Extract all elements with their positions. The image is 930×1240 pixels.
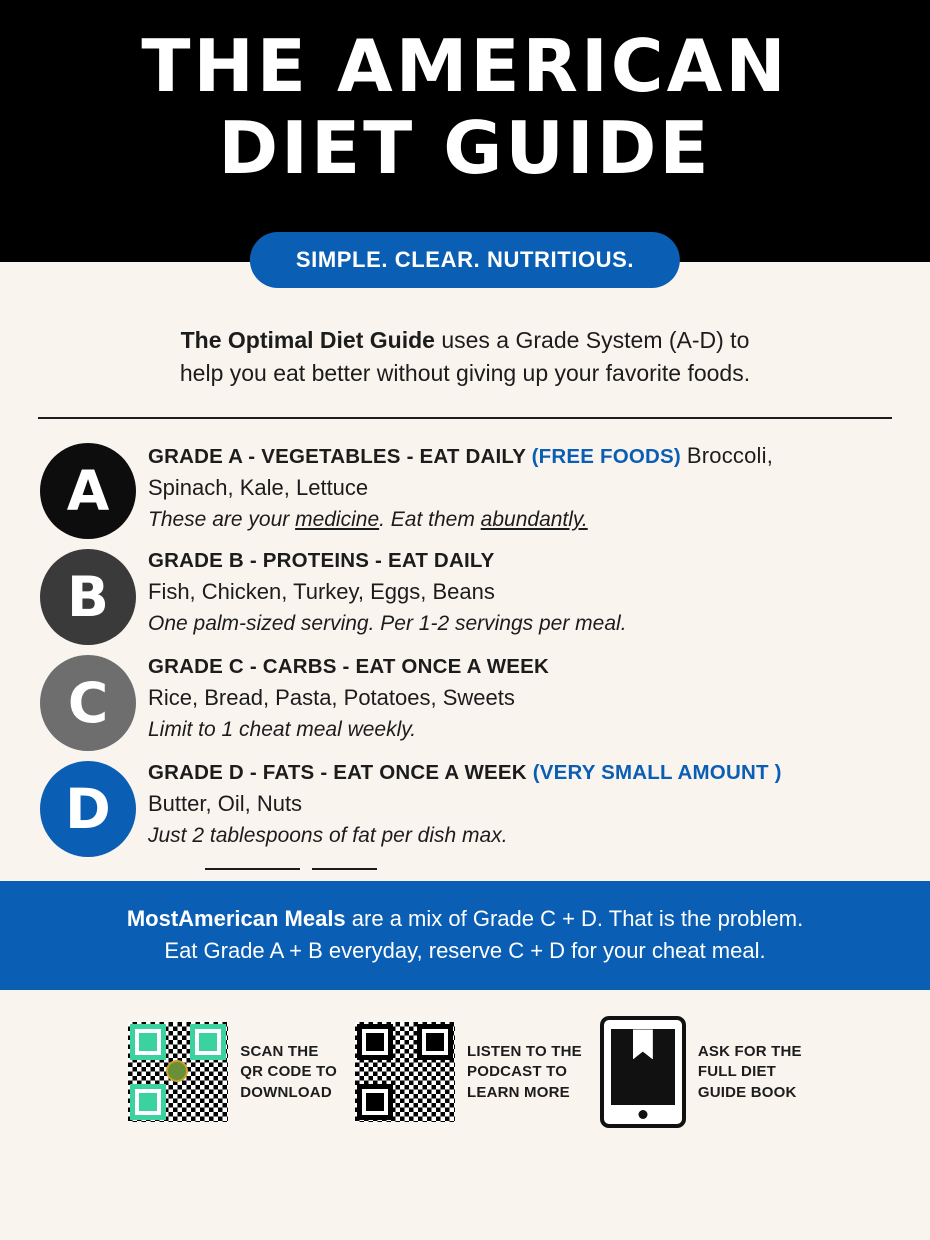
grade-content xyxy=(148,755,782,851)
footer-label-download xyxy=(240,1042,337,1103)
grade-items: Fish, Chicken, Turkey, Eggs, Beans xyxy=(148,579,495,605)
grade-heading xyxy=(148,547,627,575)
ebook-icon[interactable] xyxy=(600,1016,686,1128)
grade-heading-accent: (FREE FOODS) xyxy=(531,444,681,468)
grade-note xyxy=(148,505,773,534)
footer-label-line-2: QR CODE TO xyxy=(240,1063,337,1081)
summary-banner xyxy=(0,881,930,991)
grade-heading xyxy=(148,653,549,681)
grade-heading-accent: (VERY SMALL AMOUNT ) xyxy=(532,760,782,784)
footer-label-line-1: SCAN THE xyxy=(240,1043,319,1061)
grade-content xyxy=(148,543,627,639)
grade-content xyxy=(148,437,773,535)
page-title-line-1: THE AMERICAN xyxy=(141,24,789,108)
header-banner xyxy=(0,0,930,262)
footer-label-line-2: FULL DIET xyxy=(697,1063,777,1081)
footer-label-line-3: LEARN MORE xyxy=(467,1083,570,1101)
footer-actions xyxy=(0,990,930,1128)
grade-badge-c: C xyxy=(40,655,136,751)
grade-heading-text: GRADE B - PROTEINS - EAT DAILY xyxy=(148,548,495,572)
grade-content xyxy=(148,649,549,745)
page-title-line-2: DIET GUIDE xyxy=(218,106,712,190)
footer-label-line-3: DOWNLOAD xyxy=(240,1083,332,1101)
intro-rest: uses a Grade System (A-D) to xyxy=(434,327,750,353)
footer-label-book xyxy=(698,1042,802,1103)
grade-note-mid: . Eat them xyxy=(379,508,481,532)
footnote-rule-1 xyxy=(205,868,300,870)
footer-label-line-2: PODCAST TO xyxy=(467,1063,568,1081)
qr-finder-top-right xyxy=(190,1024,226,1060)
grade-row xyxy=(0,755,930,857)
footer-item-book[interactable] xyxy=(600,1016,802,1128)
grade-heading xyxy=(148,441,773,471)
summary-line-1 xyxy=(40,903,890,935)
intro-paragraph xyxy=(0,324,930,391)
grade-list xyxy=(0,419,930,871)
footer-item-download[interactable] xyxy=(128,1022,337,1122)
summary-rest: are a mix of Grade C + D. That is the problem. xyxy=(345,905,804,931)
grade-badge-a: A xyxy=(40,443,136,539)
footer-item-podcast[interactable] xyxy=(355,1022,582,1122)
qr-finder-top-left xyxy=(357,1024,393,1060)
intro-line-1 xyxy=(70,324,860,357)
intro-line-2: help you eat better without giving up your favorite foods. xyxy=(179,360,751,387)
footer-label-line-3: GUIDE BOOK xyxy=(697,1083,797,1101)
qr-finder-bottom-left xyxy=(130,1084,166,1120)
grade-note-underline-1: medicine xyxy=(295,508,380,532)
grade-note: One palm-sized serving. Per 1-2 servings per meal. xyxy=(148,612,627,636)
intro-bold-lead: The Optimal Diet Guide xyxy=(180,327,435,353)
qr-finder-bottom-left xyxy=(357,1084,393,1120)
grade-note-pre: These are your xyxy=(148,508,296,532)
grade-items: Butter, Oil, Nuts xyxy=(148,791,303,817)
grade-items: Rice, Bread, Pasta, Potatoes, Sweets xyxy=(148,685,515,711)
bookmark-icon xyxy=(633,1029,653,1059)
footer-label-line-1: ASK FOR THE xyxy=(697,1043,802,1061)
grade-row xyxy=(0,649,930,751)
qr-center-logo xyxy=(166,1060,188,1082)
ebook-screen xyxy=(611,1029,675,1105)
grade-heading xyxy=(148,759,782,787)
qr-finder-top-left xyxy=(130,1024,166,1060)
qr-code-icon[interactable] xyxy=(128,1022,228,1122)
footer-label-podcast xyxy=(467,1042,582,1103)
subtitle-pill: SIMPLE. CLEAR. NUTRITIOUS. xyxy=(250,232,680,288)
grade-items: Spinach, Kale, Lettuce xyxy=(148,475,369,501)
grade-row xyxy=(0,543,930,645)
grade-badge-d: D xyxy=(40,761,136,857)
grade-note: Limit to 1 cheat meal weekly. xyxy=(148,718,417,742)
footer-label-line-1: LISTEN TO THE xyxy=(467,1043,582,1061)
ebook-home-button xyxy=(638,1110,647,1119)
grade-badge-b: B xyxy=(40,549,136,645)
qr-code-icon[interactable] xyxy=(355,1022,455,1122)
grade-row xyxy=(0,437,930,539)
grade-heading-inline-items: Broccoli, xyxy=(686,442,774,468)
grade-note: Just 2 tablespoons of fat per dish max. xyxy=(148,824,508,848)
qr-finder-top-right xyxy=(417,1024,453,1060)
footnote-rules xyxy=(205,861,930,871)
grade-heading-text: GRADE C - CARBS - EAT ONCE A WEEK xyxy=(148,654,550,678)
summary-line-2: Eat Grade A + B everyday, reserve C + D for your cheat meal. xyxy=(164,937,766,963)
grade-heading-text: GRADE D - FATS - EAT ONCE A WEEK xyxy=(148,760,527,784)
summary-bold-lead: MostAmerican Meals xyxy=(126,905,346,931)
grade-heading-text: GRADE A - VEGETABLES - EAT DAILY xyxy=(148,444,526,468)
footnote-rule-2 xyxy=(312,868,377,870)
grade-note-underline-2: abundantly. xyxy=(480,508,588,532)
